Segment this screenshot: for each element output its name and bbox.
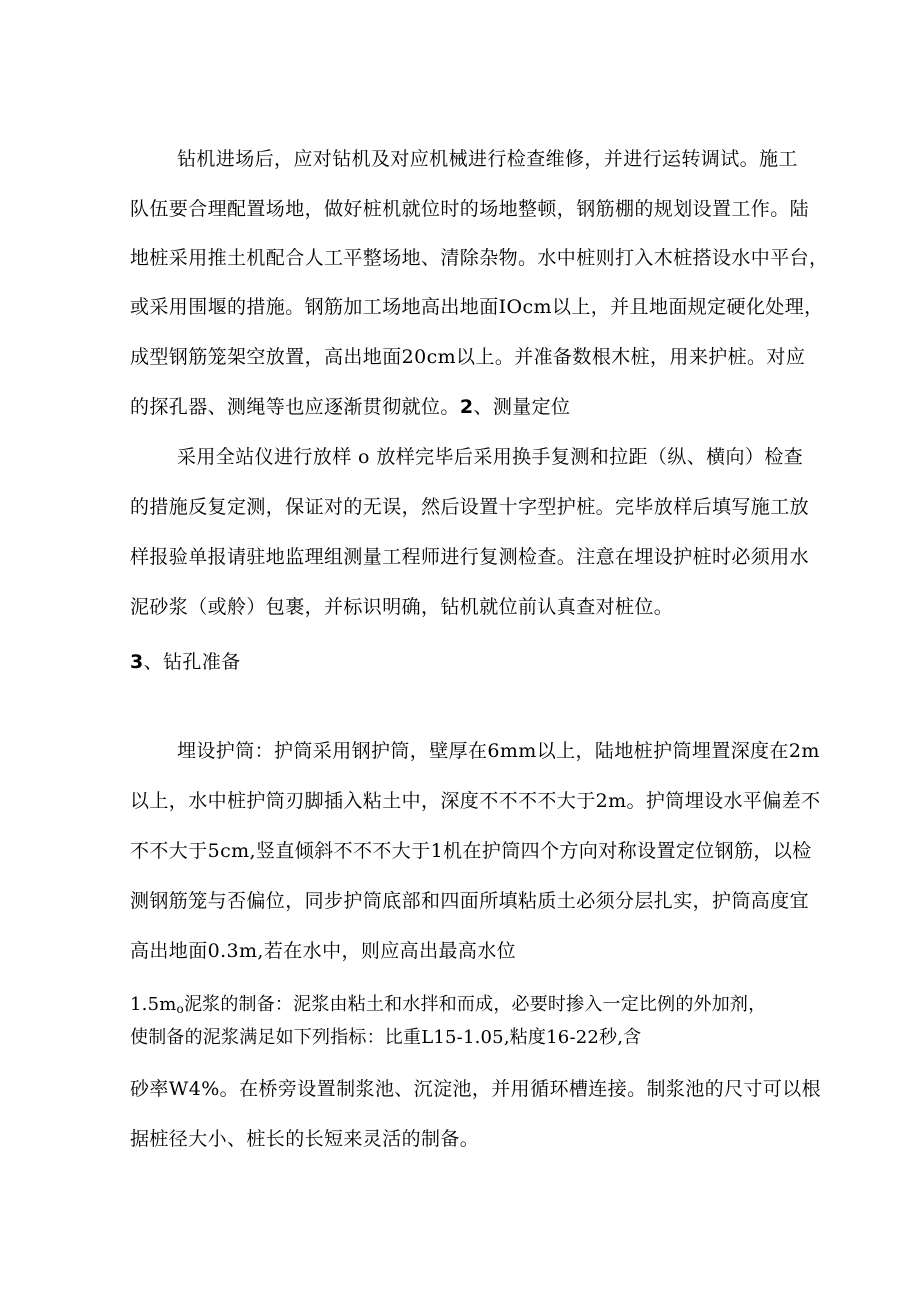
paragraph-1-line-1: 钻机进场后，应对钻机及对应机械进行检查维修，并进行运转调试。施工	[177, 148, 798, 170]
paragraph-3-line-3: 不不大于5cm,竖直倾斜不不不大于1机在护筒四个方向对称设置定位钢筋，以检	[130, 840, 812, 862]
paragraph-1-line-5: 成型钢筋笼架空放置，高出地面20cm以上。并准备数根木桩，用来护桩。对应	[130, 346, 806, 368]
section-2-title: 、测量定位	[473, 396, 571, 418]
paragraph-2-line-2: 的措施反复定测，保证对的无误，然后设置十字型护桩。完毕放样后填写施工放	[130, 496, 810, 518]
section-3-heading	[130, 649, 241, 675]
paragraph-2-line-1: 采用全站仪进行放样 o 放样完毕后采用换手复测和拉距（纵、横向）检查	[177, 446, 804, 468]
section-3-title: 、钻孔准备	[143, 651, 241, 673]
paragraph-3-line-2: 以上，水中桩护筒刃脚插入粘土中，深度不不不不大于2m。护筒埋设水平偏差不	[130, 790, 821, 812]
paragraph-3-line-5: 高出地面0.3m,若在水中，则应高出最高水位	[130, 940, 517, 962]
paragraph-1-line-4: 或采用围堰的措施。钢筋加工场地高出地面IOcm以上，并且地面规定硬化处理，	[130, 296, 824, 318]
paragraph-2-line-4: 泥砂浆（或舲）包裹，并标识明确，钻机就位前认真查对桩位。	[130, 596, 674, 618]
paragraph-4-line-1	[130, 992, 766, 1022]
paragraph-4-prefix: 1.5m	[130, 994, 177, 1015]
paragraph-4-sub: o	[176, 1002, 184, 1016]
paragraph-4-line-4: 据桩径大小、桩长的长短来灵活的制备。	[130, 1128, 480, 1150]
paragraph-1-line-3: 地桩采用推土机配合人工平整场地、清除杂物。水中桩则打入木桩搭设水中平台，	[130, 247, 829, 269]
paragraph-4-line-2: 使制备的泥浆满足如下列指标：比重L15-1.05,粘度16-22秒,含	[130, 1027, 642, 1048]
paragraph-2-line-3: 样报验单报请驻地监理组测量工程师进行复测检查。注意在埋设护桩时必须用水	[130, 546, 810, 568]
paragraph-1-last-text: 的探孔器、测绳等也应逐渐贯彻就位。	[130, 396, 460, 418]
section-2-number: 2	[459, 396, 474, 418]
section-3-number: 3	[130, 651, 144, 673]
paragraph-1-line-6	[130, 394, 570, 420]
paragraph-1-line-2: 队伍要合理配置场地，做好桩机就位时的场地整顿，钢筋棚的规划设置工作。陆	[130, 198, 810, 220]
paragraph-4-rest: 泥浆的制备：泥浆由粘土和水拌和而成，必要时掺入一定比例的外加剂，	[183, 994, 767, 1015]
paragraph-3-line-4: 测钢筋笼与否偏位，同步护筒底部和四面所填粘质土必须分层扎实，护筒高度宜	[130, 890, 810, 912]
paragraph-4-line-3: 砂率W4%。在桥旁设置制浆池、沉淀池，并用循环槽连接。制浆池的尺寸可以根	[130, 1078, 822, 1100]
paragraph-3-line-1: 埋设护筒：护筒采用钢护筒，壁厚在6mm以上，陆地桩护筒埋置深度在2m	[177, 740, 820, 762]
